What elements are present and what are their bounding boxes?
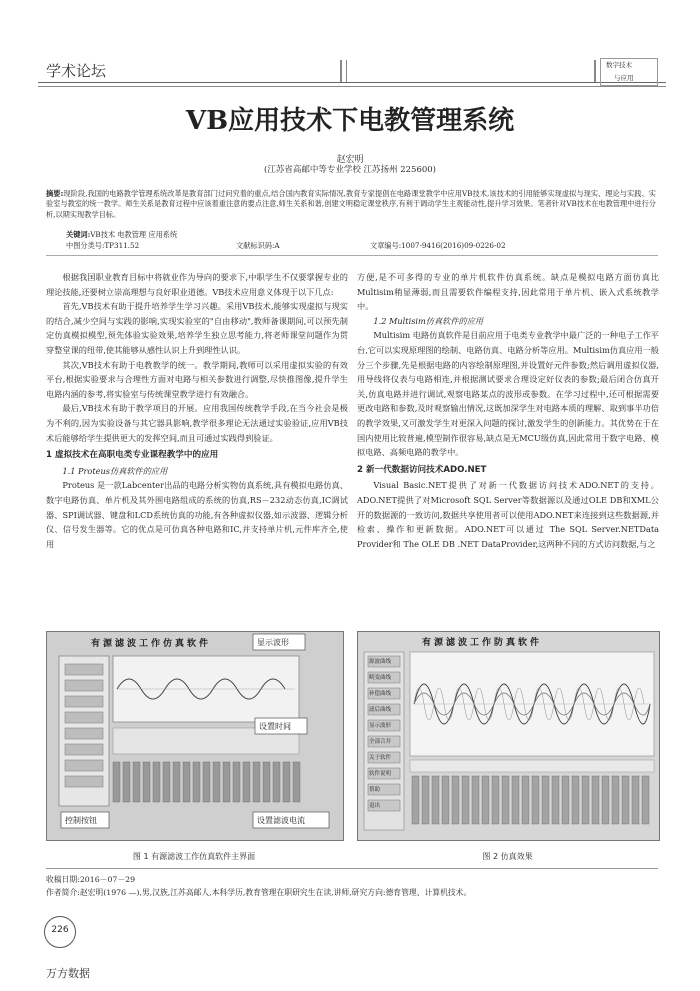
- paragraph: Visual Basic.NET提供了对新一代数据访问技术ADO.NET的支持。ADO.NET提供了对Microsoft SQL Server等数据源以及通过OLE DB和XML公开的数据源的一致访问,数据共享使用者可以使用ADO.NET来连接到这些数据源,并检索、操作和更新数据。ADO.NET可以通过 The SQL Server.NETData Provider和 The OLE DB .NET DataProvider,这两种不同的方式访问数据,与之: [357, 480, 659, 549]
- figure-1-drawing: [47, 632, 343, 840]
- callout-set-time: 设置时间: [259, 722, 291, 731]
- author-bio: 作者简介:赵宏明(1976 —),男,汉族,江苏高邮人,本科学历,教育管理在职研究生在读,讲师,研究方向:德育管理、计算机技术。: [46, 888, 472, 897]
- subsection-heading-1-2: 1.2 Multisim仿真软件的应用: [373, 315, 484, 326]
- footnote-rule: [46, 868, 658, 869]
- document-code: 文献标识码:A: [236, 241, 280, 250]
- callout-display-waveform: 显示波形: [257, 638, 289, 647]
- figure-1-screenshot: [46, 631, 344, 841]
- sim-button: 关于软件: [369, 755, 392, 761]
- paragraph: 其次,VB技术有助于电教教学的统一。教学期间,教师可以采用虚拟实验的有效平台,根据实验要求与合理性方面对电路与相关参数进行调整,尽快推图像,提升学生电路内涵的参考,将实验室与传统课堂教学进行有效融合。: [46, 359, 348, 399]
- callout-set-filter-current: 设置滤波电流: [257, 816, 305, 825]
- watermark: 万方数据: [46, 967, 90, 980]
- sim-button: 源波曲线: [369, 659, 392, 665]
- meta-rule: [46, 255, 658, 256]
- sim-button: 全部合并: [369, 739, 392, 745]
- keywords-label: 关键词:: [66, 230, 91, 239]
- section-heading-1: 1 虚拟技术在高职电类专业课程教学中的应用: [46, 450, 219, 461]
- header-rule-thin: [38, 86, 666, 87]
- keywords-text: VB技术 电教管理 应用系统: [90, 230, 178, 239]
- subsection-heading-1-1: 1.1 Proteus仿真软件的应用: [62, 465, 168, 476]
- sim-button: 畸变曲线: [369, 675, 392, 681]
- paragraph: 方便,是不可多得的专业的单片机软件仿真系统。缺点是模拟电路方面仿真比Multisim稍显薄弱,而且需要软件编程支持,因此常用于单片机、嵌入式系统教学中。: [357, 272, 659, 312]
- figure-2-caption: 图 2 仿真效果: [482, 852, 533, 861]
- article-number: 文章编号:1007-9416(2016)09-0226-02: [370, 241, 506, 250]
- paragraph: Multisim 电路仿真软件是目前应用于电类专业教学中最广泛的一种电子工作平台,它可以实现原理图的绘制、电路仿真、电路分析等应用。Multisim仿真应用一般分三个步骤,先是根据电路的内容绘制原理图,并设置好元件参数;然后调用虚拟仪器,用导线将仪表与电路相连,并根据测试要求合理设定好仪表的参数;最后闭合仿真开关,仿真电路并进行调试,观察电路某点的波形或参数。在学习过程中,还可根据需要更改电路和参数,及时观察输出情况,这既加深学生对电路本质的理解、取到事半功倍的教学效果,又可激发学生对更深入问题的探讨,激发学生的创新能力。其优势在于在国内使用比较普遍,模型制作很容易,缺点是无MCU级仿真,因此常用于数字电路、模拟电路、高频电路的教学中。: [357, 330, 659, 458]
- right-column: [357, 270, 659, 551]
- received-date: 收稿日期:2016－07－29: [46, 875, 136, 884]
- abstract: [46, 189, 656, 220]
- figure-1-caption: 图 1 有源滤波工作仿真软件主界面: [132, 852, 256, 861]
- paragraph: 最后,VB技术有助于教学项目的开展。应用我国传统教学手段,在当今社会是极为不利的,因为实验设备与其它器具影响,教学很多理论无法通过实验验证,应用VB技术后能够给学生提供更大的发挥空间,而且可通过实践得到验证。: [46, 403, 348, 443]
- figure-2-screenshot: [357, 631, 660, 841]
- keywords: [66, 230, 177, 240]
- figure-2-window-title: 有源滤波工作防真软件: [422, 638, 543, 648]
- header-rule: [38, 82, 666, 83]
- journal-logo-line2: 与应用: [614, 74, 634, 82]
- author-name: 赵宏明: [336, 155, 364, 165]
- abstract-text: 现阶段,我国的电路教学管理系统改革是教育部门过问究着的重点,结合国内教育实际情况,教育专家提倡在电路课堂教学中应用VB技术,该技术的引用能够实现虚拟与现实、理论与实践、实验室与教室的统一教学。师生关系是教育过程中应该着重注意的要点注意,师生关系和谐,创建文明稳定课堂秩序,有利于调动学生主观能动性,提升学习效果。笔者针对VB技术在电教管理中进行分析,以期实现教学目标。: [46, 189, 656, 219]
- paragraph: Proteus 是一款Labcenter出品的电路分析实物仿真系统,具有模拟电路仿真、数字电路仿真、单片机及其外围电路组成的系统的仿真,RS－232动态仿真,IC调试器、SPI调试器、键盘和LCD系统仿真的功能,有各种虚拟仪器,如示波器、逻辑分析仪、信号发生器等。它的优点是可仿真各种电路和IC,并支持单片机,元件库齐全,使用: [46, 480, 348, 549]
- sim-button: 软件说明: [369, 771, 392, 777]
- figure-2-drawing: [358, 632, 659, 840]
- sim-button: 显示波形: [369, 723, 392, 729]
- left-column: [46, 270, 348, 551]
- page-number: 226: [51, 925, 69, 935]
- callout-control-buttons: 控制按钮: [65, 816, 97, 825]
- journal-logo-line1: 数字技术: [606, 61, 632, 69]
- figure-1-window-title: 有源滤波工作仿真软件: [91, 639, 212, 649]
- section-heading-2: 2 新一代数据访问技术ADO.NET: [357, 464, 487, 475]
- sim-button: 滤后曲线: [369, 707, 392, 713]
- paragraph: 根据我国职业教育目标中将就业作为导向的要求下,中职学生不仅要掌握专业的理论技能,还要树立崇高理想与良好职业道德。VB技术应用意义体现于以下几点:: [46, 272, 348, 297]
- sim-button: 补偿曲线: [369, 691, 392, 697]
- clc-number: 中图分类号:TP311.52: [66, 241, 140, 250]
- abstract-label: 摘要:: [46, 189, 64, 198]
- section-label: 学术论坛: [46, 62, 107, 80]
- sim-button: 帮助: [369, 787, 381, 793]
- paragraph: 首先,VB技术有助于提升培养学生学习兴趣。采用VB技术,能够实现虚拟与现实的结合,减少空间与实践的影响,实现实验室的"自由移动",教师备课期间,可以预先制定仿真模拟模型,预先体验实验效果,培养学生独立思考能力,将老师课堂问题作为贯穿整堂课的纽带,使其能够从感性认识上升到理性认识。: [46, 301, 348, 355]
- article-title: VB应用技术下电教管理系统: [185, 106, 515, 136]
- author-affiliation: (江苏省高邮中等专业学校 江苏扬州 225600): [264, 165, 436, 175]
- sim-button: 退出: [369, 803, 381, 809]
